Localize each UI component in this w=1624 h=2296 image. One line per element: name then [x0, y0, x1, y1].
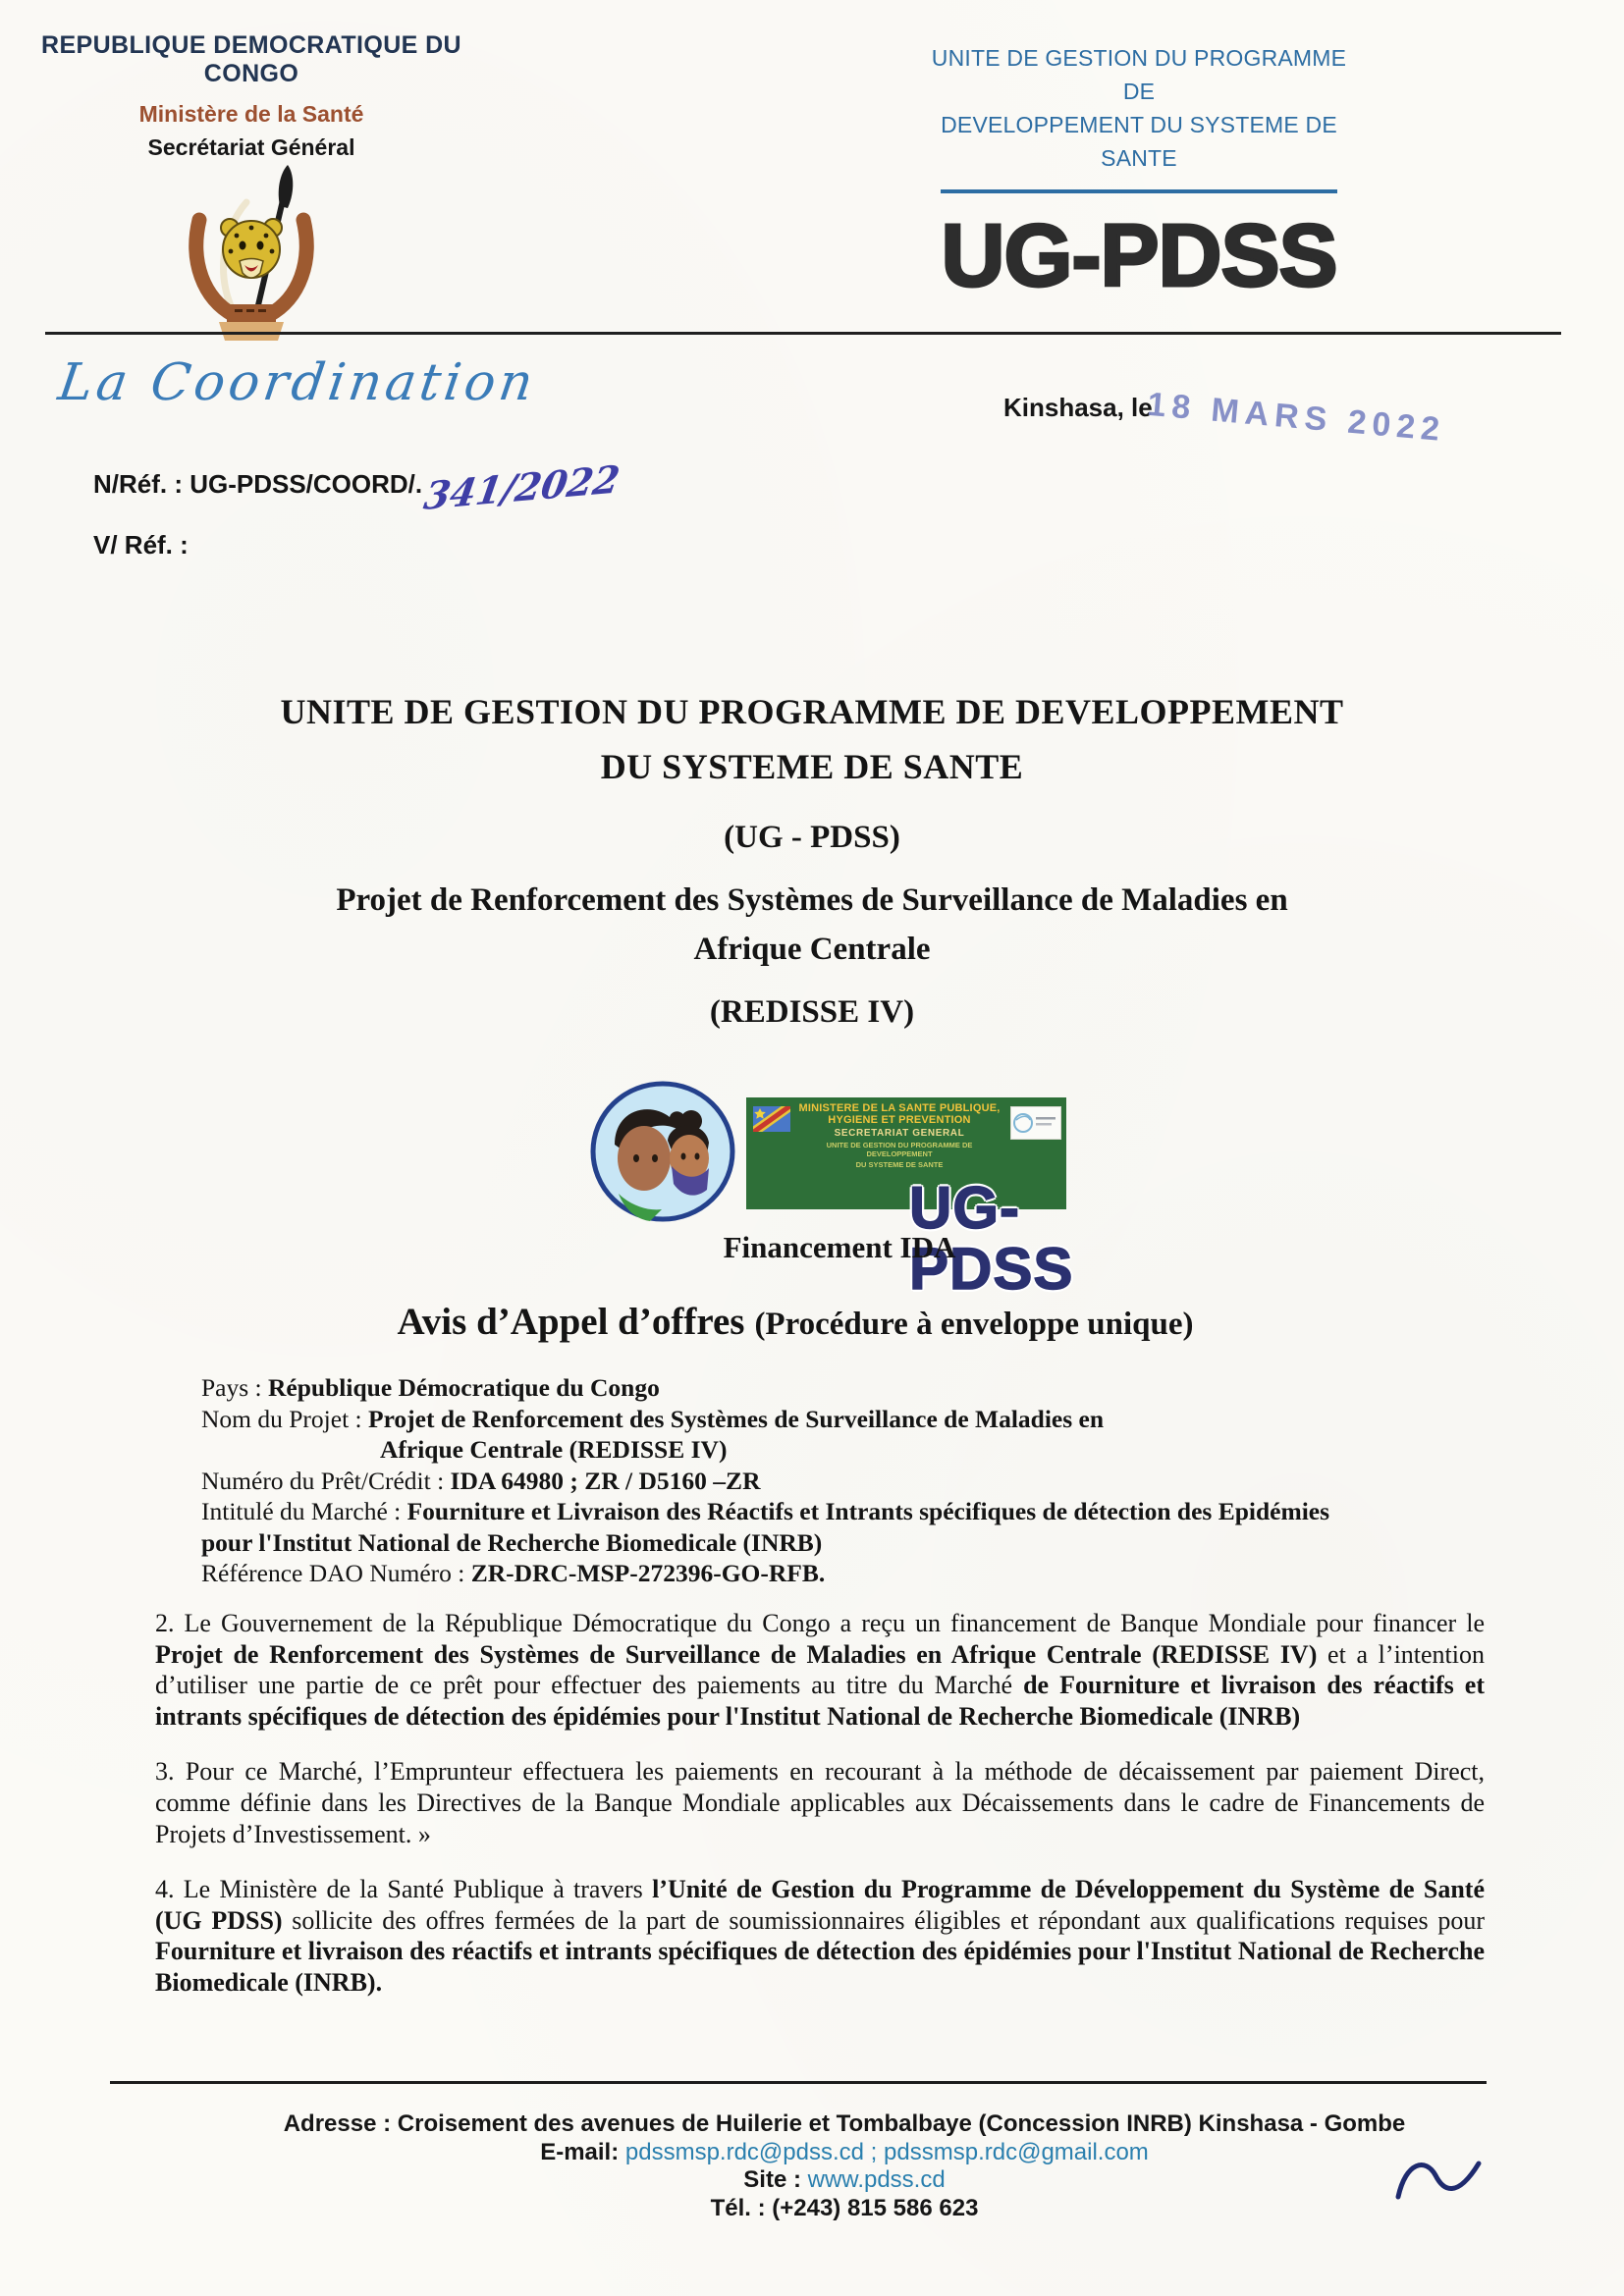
detail-project	[201, 1404, 1499, 1435]
tender-details	[201, 1372, 1499, 1589]
unit-name-line2: DEVELOPPEMENT DU SYSTEME DE SANTE	[941, 112, 1337, 171]
detail-credit	[201, 1466, 1499, 1497]
world-bank-logo-icon	[1010, 1106, 1061, 1140]
detail-project-continuation	[201, 1434, 1499, 1466]
footer-email-separator: ;	[864, 2138, 885, 2165]
project-code: (REDISSE IV)	[709, 994, 915, 1030]
detail-credit-label: Numéro du Prêt/Crédit :	[201, 1466, 451, 1495]
detail-project-label: Nom du Projet :	[201, 1404, 368, 1433]
pen-squiggle-mark	[1392, 2154, 1486, 2208]
detail-reference-label: Référence DAO Numéro :	[201, 1559, 471, 1587]
our-reference-label: N/Réf. : UG-PDSS/COORD/.	[93, 469, 423, 499]
detail-reference-value: ZR-DRC-MSP-272396-GO-RFB.	[470, 1559, 826, 1587]
detail-country-value: République Démocratique du Congo	[268, 1373, 660, 1402]
paragraph-2: 2. Le Gouvernement de la République Démocratique du Congo a reçu un financement de Banque Mondiale pour financer le Projet de Renforcement des Systèmes de Surveillance de Maladies en Afrique Centrale (REDISSE IV) et a l’intention d’utiliser une partie de ce prêt pour effectuer des paiements au titre du Marché de Fourniture et livraison des réactifs et intrants spécifiques de détection des épidémies pour l'Institut National de Recherche Biomedicale (INRB)	[155, 1609, 1485, 1731]
title-line2: DU SYSTEME DE SANTE	[600, 747, 1024, 786]
title-line1: UNITE DE GESTION DU PROGRAMME DE DEVELOPPEMENT	[280, 692, 1344, 731]
detail-contract-label: Intitulé du Marché :	[201, 1497, 407, 1525]
detail-credit-value: IDA 64980 ; ZR / D5160 –ZR	[450, 1466, 761, 1495]
logo-ministry-line1: MINISTERE DE LA SANTE PUBLIQUE,	[798, 1102, 1001, 1114]
coordination-script: La Coordination	[54, 353, 541, 412]
paragraph-4: 4. Le Ministère de la Santé Publique à travers l’Unité de Gestion du Programme de Développement du Système de Santé (UG PDSS) sollicite des offres fermées de la part de soumissionnaires éligibles et répondant aux qualifications requises pour Fourniture et livraison des réactifs et intrants spécifiques de détection des épidémies pour l'Institut National de Recherche Biomedicale (INRB).	[155, 1875, 1485, 1997]
detail-country	[201, 1372, 1499, 1404]
logo-secretariat: SECRETARIAT GENERAL	[834, 1128, 965, 1139]
financing-title: Financement IDA	[723, 1230, 956, 1264]
title-acronym: (UG - PDSS)	[724, 820, 900, 855]
ugpdss-acronym: UG-PDSS	[941, 207, 1337, 305]
footer-site-label: Site :	[743, 2166, 808, 2193]
header-divider-line	[45, 332, 1561, 335]
logo-ugpdss-wordmark: UG-PDSS	[909, 1175, 1074, 1302]
your-reference-label: V/ Réf. :	[93, 530, 189, 560]
main-title-block	[0, 690, 1624, 1034]
detail-reference	[201, 1558, 1499, 1589]
footer-phone: Tél. : (+243) 815 586 623	[710, 2194, 979, 2221]
mother-child-emblem-icon	[589, 1080, 736, 1225]
detail-contract	[201, 1496, 1499, 1527]
logo-unit-line2: DU SYSTEME DE SANTE	[855, 1160, 944, 1169]
footer-email-primary: pdssmsp.rdc@pdss.cd	[624, 2138, 865, 2165]
date-stamp: 18 MARS 2022	[1145, 385, 1447, 450]
unit-name-line1: UNITE DE GESTION DU PROGRAMME DE	[931, 45, 1347, 104]
detail-contract-continuation	[201, 1527, 1499, 1559]
logo-banner-text	[793, 1102, 1005, 1170]
header-right-divider	[941, 189, 1337, 193]
header-right	[925, 41, 1353, 305]
footer-divider-line	[110, 2081, 1487, 2084]
notice-title	[0, 1300, 1591, 1353]
drc-flag-icon	[753, 1106, 790, 1132]
secretariat-title: Secrétariat Général	[147, 134, 355, 160]
drc-coat-of-arms-icon	[178, 163, 325, 342]
country-title: REPUBLIQUE DEMOCRATIQUE DU CONGO	[40, 31, 461, 87]
detail-project-value-line1: Projet de Renforcement des Systèmes de Surveillance de Maladies en	[368, 1404, 1105, 1433]
our-reference-line	[93, 455, 623, 519]
notice-title-main: Avis d’Appel d’offres	[397, 1301, 745, 1343]
header-left	[14, 31, 489, 347]
detail-country-label: Pays :	[201, 1373, 269, 1402]
detail-project-value-line2: Afrique Centrale (REDISSE IV)	[380, 1435, 728, 1464]
ministry-title: Ministère de la Santé	[138, 101, 364, 127]
footer-email-secondary: pdssmsp.rdc@gmail.com	[884, 2138, 1149, 2165]
place-label: Kinshasa, le	[1003, 393, 1153, 422]
footer-contact-block	[128, 2110, 1561, 2222]
footer-address: Adresse : Croisement des avenues de Huilerie et Tombalbaye (Concession INRB) Kinshasa - Gombe	[283, 2110, 1406, 2137]
detail-contract-value-line2: pour l'Institut National de Recherche Biomedicale (INRB)	[201, 1527, 823, 1557]
notice-title-sub: (Procédure à enveloppe unique)	[754, 1307, 1194, 1342]
footer-site-line	[128, 2166, 1561, 2195]
body-paragraphs	[155, 1608, 1485, 2023]
footer-email-line	[128, 2139, 1561, 2167]
detail-contract-value-line1: Fourniture et Livraison des Réactifs et Intrants spécifiques de détection des Epidémies	[406, 1497, 1330, 1525]
paragraph-3: 3. Pour ce Marché, l’Emprunteur effectuera les paiements en recourant à la méthode de décaissement par paiement Direct, comme définie dans les Directives de la Banque Mondiale applicables aux Décaissements dans le cadre de Financements de Projets d’Investissement. »	[155, 1757, 1485, 1848]
our-reference-handwritten: 341/2022	[420, 455, 623, 519]
logo-ministry-line2: HYGIENE ET PREVENTION	[828, 1114, 971, 1126]
footer-site-url: www.pdss.cd	[807, 2166, 946, 2193]
project-title-line1: Projet de Renforcement des Systèmes de Surveillance de Maladies en	[336, 882, 1288, 918]
project-title-line2: Afrique Centrale	[693, 932, 931, 967]
logo-unit-line1: UNITE DE GESTION DU PROGRAMME DE DEVELOPPEMENT	[826, 1141, 973, 1158]
footer-email-label: E-mail:	[540, 2138, 625, 2165]
